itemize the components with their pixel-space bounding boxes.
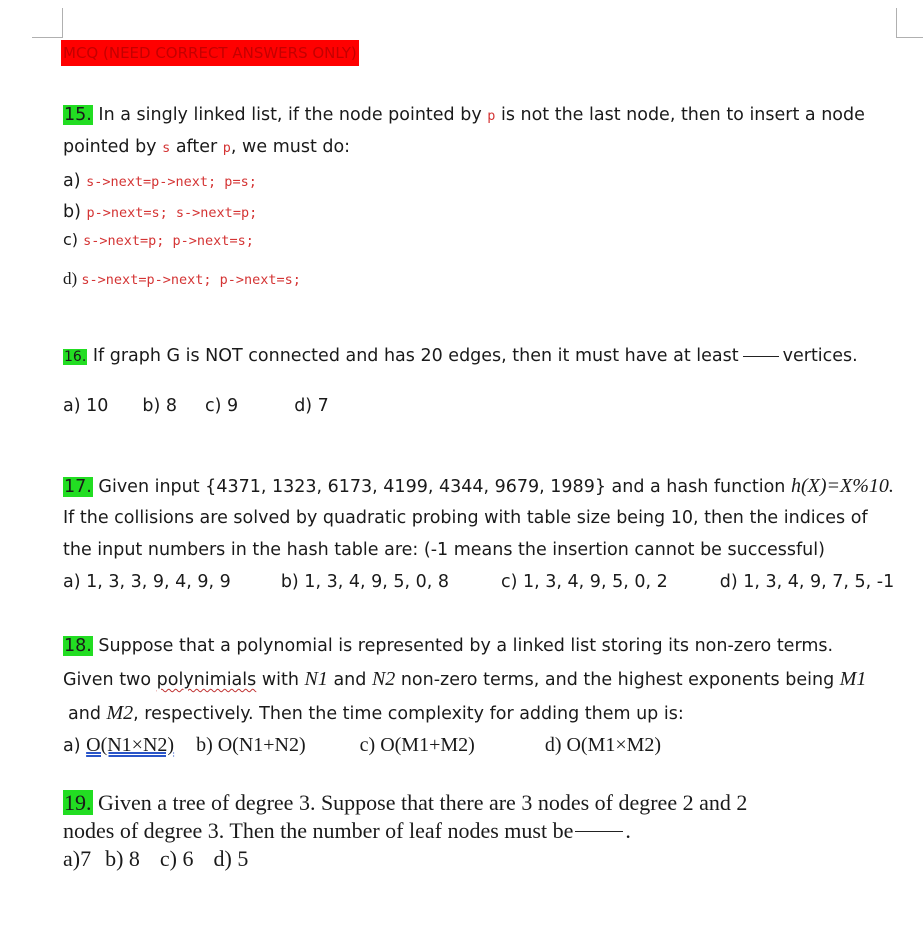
- question-15-line-2: pointed by s after p, we must do:: [63, 137, 351, 157]
- question-19-line-1: 19. Given a tree of degree 3. Suppose that there are 3 nodes of degree 2 and 2: [64, 790, 748, 815]
- question-18-line-1: 18. Suppose that a polynomial is represented by a linked list storing its non-zero terms.: [64, 636, 834, 656]
- answer-blank: [575, 831, 623, 832]
- question-17-options: a) 1, 3, 3, 9, 4, 9, 9 b) 1, 3, 4, 9, 5, 0, 8 c) 1, 3, 4, 9, 5, 0, 2 d) 1, 3, 4, 9, 7, 5, -1: [63, 572, 895, 592]
- option-a: a) s->next=p->next; p=s;: [63, 171, 257, 191]
- question-19-line-2: nodes of degree 3. Then the number of leaf nodes must be .: [63, 818, 631, 843]
- crop-mark: [896, 8, 897, 38]
- crop-mark: [896, 37, 923, 38]
- question-number: 16.: [64, 349, 87, 365]
- answer-blank: [743, 356, 779, 357]
- question-number: 17.: [64, 477, 92, 497]
- question-17-line-3: the input numbers in the hash table are: (-1 means the insertion cannot be successful): [63, 540, 825, 560]
- option-b: b) p->next=s; s->next=p;: [63, 202, 258, 222]
- option-d: d) s->next=p->next; p->next=s;: [63, 269, 301, 288]
- question-17-line-2: If the collisions are solved by quadratic probing with table size being 10, then the indices of: [63, 508, 868, 528]
- header-banner: MCQ (NEED CORRECT ANSWERS ONLY): [61, 40, 359, 66]
- question-15-line-1: 15. In a singly linked list, if the node pointed by p is not the last node, then to insert a node: [64, 105, 865, 125]
- crop-mark: [62, 8, 63, 38]
- question-number: 19.: [64, 790, 92, 815]
- option-c: c) s->next=p; p->next=s;: [63, 230, 254, 249]
- question-18-line-2: Given two polynimials with N1 and N2 non-zero terms, and the highest exponents being M1: [63, 668, 867, 690]
- question-17-line-1: 17. Given input {4371, 1323, 6173, 4199, 4344, 9679, 1989} and a hash function h(X)=X%10.: [64, 475, 894, 497]
- misspelled-word: polynimials: [156, 670, 257, 690]
- question-16-options: a) 10 b) 8 c) 9 d) 7: [63, 396, 329, 416]
- question-number: 18.: [64, 636, 92, 656]
- crop-mark: [32, 37, 63, 38]
- question-19-options: a)7 b) 8 c) 6 d) 5: [63, 846, 249, 871]
- question-18-options: a) O(N1×N2) b) O(N1+N2) c) O(M1+M2) d) O(M1×M2): [63, 734, 662, 756]
- question-18-line-3: and M2, respectively. Then the time complexity for adding them up is:: [68, 702, 684, 724]
- question-16: 16. If graph G is NOT connected and has 20 edges, then it must have at least vertices.: [64, 346, 858, 366]
- question-number: 15.: [64, 105, 92, 125]
